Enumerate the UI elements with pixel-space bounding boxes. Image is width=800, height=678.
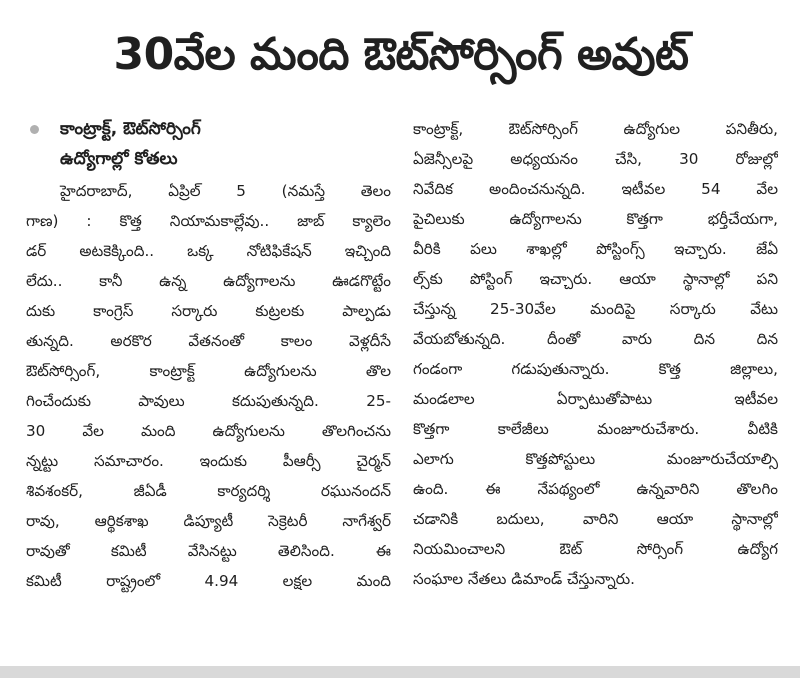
text-line: చడానికి బదులు, వారిని ఆయా స్థానాల్లో	[413, 510, 778, 528]
text-line: నివేదిక అందించనున్నది. ఇటీవల 54 వేల	[413, 180, 778, 198]
text-line: లేదు.. కానీ ఉన్న ఉద్యోగాలను ఊడగొట్టేం	[26, 272, 391, 290]
text-line: ఉంది. ఈ నేపథ్యంలో ఉన్నవారిని తొలగిం	[413, 480, 778, 498]
text-line: వేయబోతున్నది. దీంతో వారు దిన దిన	[413, 330, 778, 348]
text-line: పైచిలుకు ఉద్యోగాలను కొత్తగా భర్తీచేయగా,	[413, 210, 778, 228]
subheadline	[26, 114, 391, 174]
text-line: వీరికి పలు శాఖల్లో పోస్టింగ్స్ ఇచ్చారు. జేఏ	[413, 240, 778, 258]
text-line: తున్నది. అరకొర వేతనంతో కాలం వెళ్లదీసే	[26, 332, 391, 350]
text-line: గాణ) : కొత్త నియామకాల్లేవు.. జాబ్ క్యాలెం	[26, 212, 391, 230]
text-line: కొత్తగా కాలేజీలు మంజూరుచేశారు. వీటికి	[413, 420, 778, 438]
text-line: ఔట్‌సోర్సింగ్, కాంట్రాక్ట్ ఉద్యోగులను తొల	[26, 362, 391, 380]
text-line: మండలాల ఏర్పాటుతోపాటు ఇటీవల	[413, 390, 778, 408]
text-line: కాంట్రాక్ట్, ఔట్‌సోర్సింగ్ ఉద్యోగుల పనితీరు,	[413, 120, 778, 138]
text-line: 30 వేల మంది ఉద్యోగులను తొలగించను	[26, 422, 391, 440]
text-line: కమిటీ రాష్ట్రంలో 4.94 లక్షల మంది	[26, 572, 391, 590]
text-line: న్నట్టు సమాచారం. ఇందుకు పీఆర్సీ చైర్మన్	[26, 452, 391, 470]
subheadline-line-1: కాంట్రాక్ట్, ఔట్‌సోర్సింగ్	[60, 119, 201, 139]
article-body	[26, 114, 778, 654]
subheadline-line-2: ఉద్యోగాల్లో కోతలు	[60, 149, 178, 169]
text-line: దుకు కాంగ్రెస్ సర్కారు కుట్రలకు పాల్పడు	[26, 302, 391, 320]
headline: 30వేల మంది ఔట్‌సోర్సింగ్ అవుట్	[113, 29, 689, 80]
text-line: రావుతో కమిటీ వేసినట్టు తెలిసింది. ఈ	[26, 542, 391, 560]
column-right	[413, 114, 778, 654]
footer-divider	[0, 666, 800, 678]
text-line: చేస్తున్న 25-30వేల మందిపై సర్కారు వేటు	[413, 300, 778, 318]
text-line: సంఘాల నేతలు డిమాండ్ చేస్తున్నారు.	[413, 570, 635, 588]
text-line: హైదరాబాద్, ఏప్రిల్ 5 (నమస్తే తెలం	[60, 182, 391, 200]
text-line: ల్స్‌కు పోస్టింగ్ ఇచ్చారు. ఆయా స్థానాల్లో పని	[413, 270, 778, 288]
text-line: ఎలాగు కొత్తపోస్టులు మంజూరుచేయాల్సి	[413, 450, 778, 468]
text-line: శివశంకర్, జీఏడీ కార్యదర్శి రఘునందన్	[26, 482, 391, 500]
text-line: ఏజెన్సీలపై అధ్యయనం చేసి, 30 రోజుల్లో	[413, 150, 778, 168]
text-line: డర్ అటకెక్కింది.. ఒక్క నోటిఫికేషన్ ఇచ్చింది	[26, 242, 391, 260]
text-line: రావు, ఆర్థికశాఖ డిప్యూటీ సెక్రెటరీ నాగేశ్వర్	[26, 512, 391, 530]
bullet-icon	[30, 125, 39, 134]
text-line: గించేందుకు పావులు కదుపుతున్నది. 25-	[26, 392, 391, 410]
text-line: గండంగా గడుపుతున్నారు. కొత్త జిల్లాలు,	[413, 360, 778, 378]
text-line: నియమించాలని ఔట్ సోర్సింగ్ ఉద్యోగ	[413, 540, 778, 558]
column-left	[26, 114, 391, 654]
